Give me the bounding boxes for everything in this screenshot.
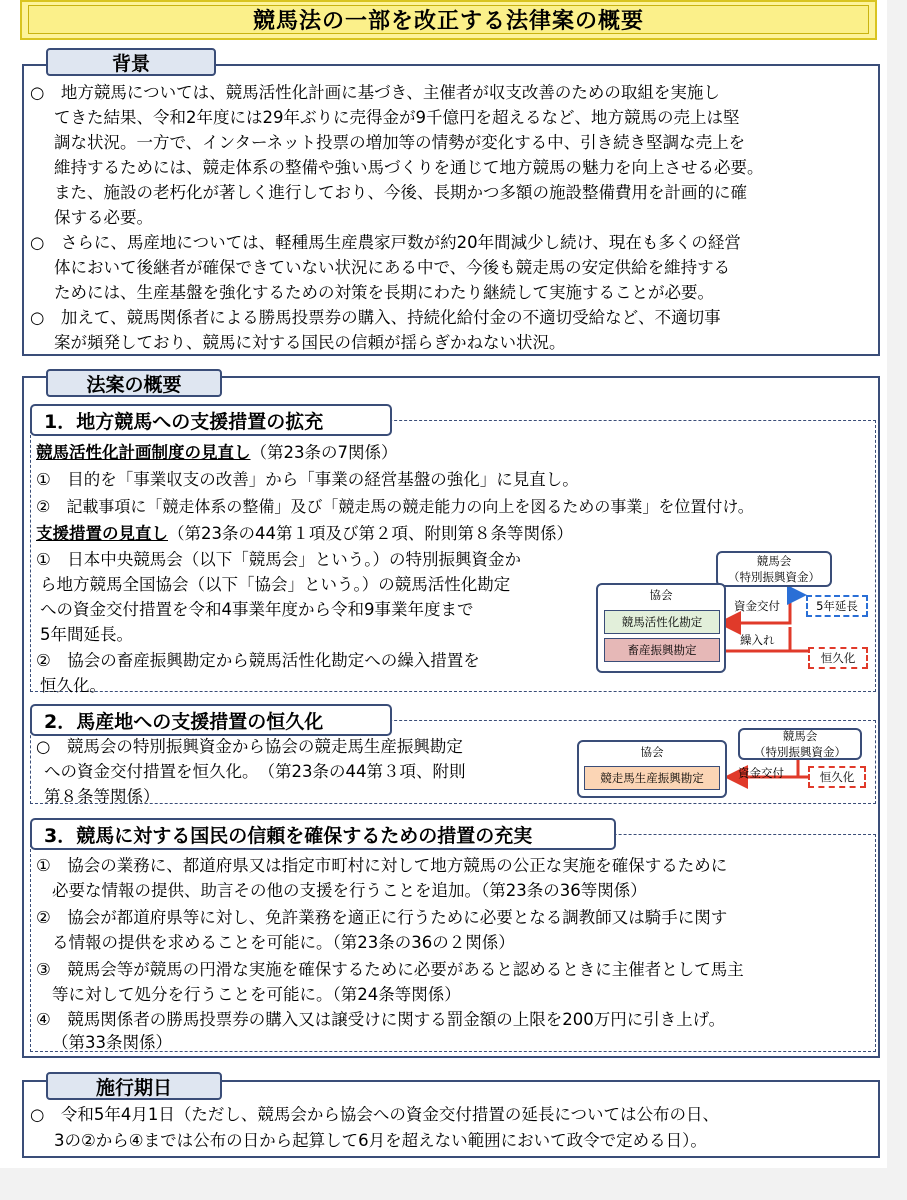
sub1-ref: （第23条の7関係） — [250, 443, 398, 462]
sub1-title: 競馬活性化計画制度の見直し — [36, 443, 251, 462]
production-account: 競走馬生産振興勘定 — [584, 766, 720, 790]
background-line: 体において後継者が確保できていない状況にある中で、今後も競走馬の安定供給を維持する — [54, 258, 731, 277]
jra-box-2: 競馬会 （特別振興資金） — [738, 728, 862, 760]
section2-heading: 2．馬産地への支援措置の恒久化 — [30, 704, 392, 736]
section3-line: （第33条関係） — [52, 1033, 172, 1052]
sub1-item: ② 記載事項に「競走体系の整備」及び「競走馬の競走能力の向上を図るための事業」を位置付け。 — [36, 497, 754, 516]
background-line: ○ 加えて、競馬関係者による勝馬投票券の購入、持続化給付金の不適切受給など、不適切事 — [30, 308, 721, 327]
association-box-2: 協会 — [577, 740, 727, 798]
summary-heading: 法案の概要 — [46, 369, 222, 397]
section2-line: 第８条等関係） — [44, 787, 160, 806]
sub2-item: 5年間延長。 — [40, 625, 133, 644]
section1-sub2 — [36, 521, 573, 547]
section3-line: る情報の提供を求めることを可能に。（第23条の36の２関係） — [52, 933, 515, 952]
title-banner — [20, 0, 877, 40]
sub2-item: 恒久化。 — [40, 676, 106, 695]
background-line: 維持するためには、競走体系の整備や強い馬づくりを通じて地方競馬の魅力を向上させる必要。 — [54, 158, 764, 177]
section3-line: ② 協会が都道府県等に対し、免許業務を適正に行うために必要となる調教師又は騎手に関す — [36, 908, 728, 927]
background-line: 案が頻発しており、競馬に対する国民の信頼が揺らぎかねない状況。 — [54, 333, 566, 352]
sub2-item: ① 日本中央競馬会（以下「競馬会」という。）の特別振興資金か — [36, 550, 522, 569]
section3-line: ① 協会の業務に、都道府県又は指定市町村に対して地方競馬の公正な実施を確保するために — [36, 856, 728, 875]
background-line: ○ さらに、馬産地については、軽種馬生産農家戸数が約20年間減少し続け、現在も多くの経営 — [30, 233, 741, 252]
permanent-badge-2: 恒久化 — [808, 766, 866, 788]
effective-heading: 施行期日 — [46, 1072, 222, 1100]
background-line: ○ 地方競馬については、競馬活性化計画に基づき、主催者が収支改善のための取組を実施し — [30, 83, 720, 102]
jra-fund-label: （特別振興資金） — [728, 570, 820, 584]
permanent-badge-1: 恒久化 — [808, 647, 868, 669]
jra-label: 競馬会 — [756, 554, 792, 568]
activation-account: 競馬活性化勘定 — [604, 610, 720, 634]
section2-line: ○ 競馬会の特別振興資金から協会の競走馬生産振興勘定 — [36, 737, 463, 756]
background-line: ためには、生産基盤を強化するための対策を長期にわたり継続して実施することが必要。 — [54, 283, 714, 302]
document-title: 競馬法の一部を改正する法律案の概要 — [28, 5, 869, 34]
sub1-item: ① 目的を「事業収支の改善」から「事業の経営基盤の強化」に見直し。 — [36, 470, 579, 489]
grant-label: 資金交付 — [734, 599, 780, 613]
background-line: 調な状況。一方で、インターネット投票の増加等の情勢が変化する中、引き続き堅調な売上を — [54, 133, 746, 152]
page-bottom — [0, 1168, 907, 1200]
sub2-title: 支援措置の見直し — [36, 524, 168, 543]
sub2-item: ② 協会の畜産振興勘定から競馬活性化勘定への繰入措置を — [36, 651, 480, 670]
section3-line: 等に対して処分を行うことを可能に。（第24条等関係） — [52, 985, 461, 1004]
grant-label-2: 資金交付 — [738, 766, 784, 780]
section3-line: ③ 競馬会等が競馬の円滑な実施を確保するために必要があると認めるときに主催者として馬主 — [36, 960, 744, 979]
effective-line: ○ 令和5年4月1日（ただし、競馬会から協会への資金交付措置の延長については公布の日、 — [30, 1105, 720, 1124]
association-label: 協会 — [649, 588, 673, 602]
jra-box-1 — [716, 551, 832, 587]
background-line: また、施設の老朽化が著しく進行しており、今後、長期かつ多額の施設整備費用を計画的に確 — [54, 183, 747, 202]
sub2-ref: （第23条の44第１項及び第２項、附則第８条等関係） — [168, 524, 573, 543]
sub2-item: ら地方競馬全国協会（以下「協会」という。）の競馬活性化勘定 — [40, 575, 511, 594]
background-line: てきた結果、令和2年度には29年ぶりに売得金が9千億円を超えるなど、地方競馬の売上は堅 — [54, 108, 740, 127]
section3-line: ④ 競馬関係者の勝馬投票券の購入又は譲受けに関する罰金額の上限を200万円に引き上げ。 — [36, 1010, 726, 1029]
sub2-item: への資金交付措置を令和4事業年度から令和9事業年度まで — [40, 600, 474, 619]
effective-line: 3の②から④までは公布の日から起算して6月を超えない範囲において政令で定める日）。 — [54, 1131, 707, 1150]
section1-heading: 1．地方競馬への支援措置の拡充 — [30, 404, 392, 436]
page-edge — [887, 0, 907, 1168]
livestock-account: 畜産振興勘定 — [604, 638, 720, 662]
transfer-label: 繰入れ — [740, 633, 775, 647]
extension-badge: 5年延長 — [806, 595, 868, 617]
section2-line: への資金交付措置を恒久化。 （第23条の44第３項、附則 — [44, 762, 466, 781]
background-heading: 背景 — [46, 48, 216, 76]
section3-heading: 3．競馬に対する国民の信頼を確保するための措置の充実 — [30, 818, 616, 850]
background-line: 保する必要。 — [54, 208, 153, 227]
section3-line: 必要な情報の提供、助言その他の支援を行うことを追加。（第23条の36等関係） — [52, 881, 647, 900]
section1-sub1 — [36, 440, 398, 466]
